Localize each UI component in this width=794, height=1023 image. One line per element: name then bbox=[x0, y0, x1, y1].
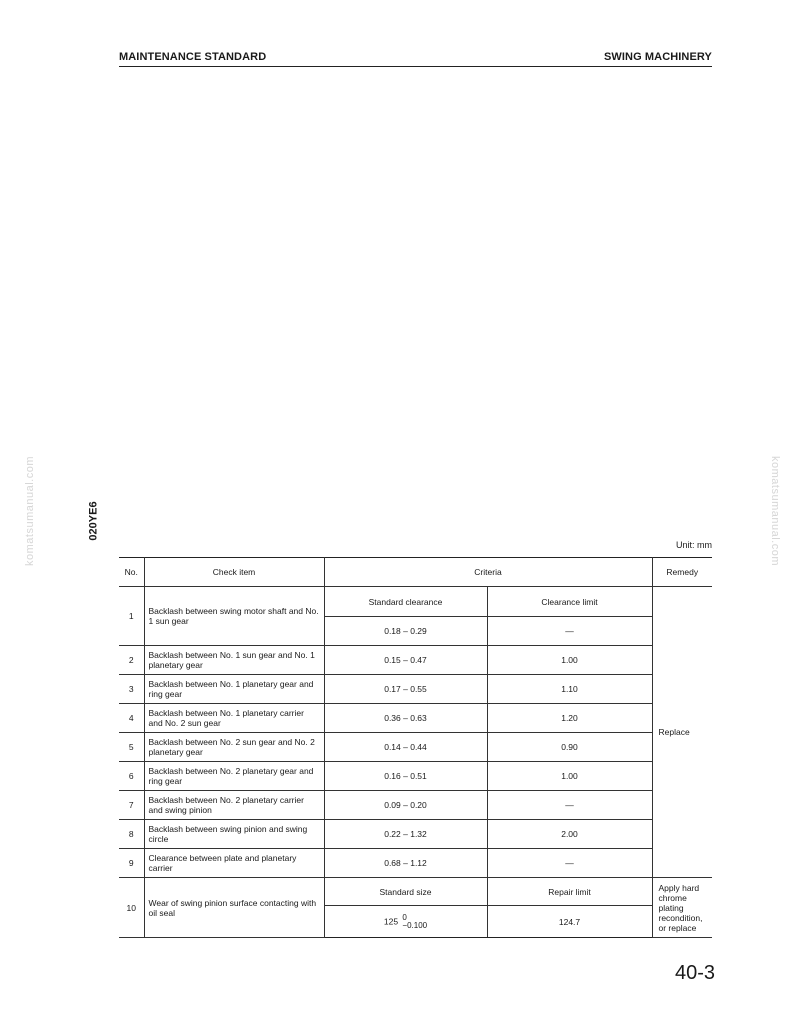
limit-value: — bbox=[487, 617, 652, 646]
table-row bbox=[119, 587, 712, 617]
watermark-left: komatsumanual.com bbox=[24, 456, 36, 566]
standard-value: 0.15 – 0.47 bbox=[324, 646, 487, 675]
tolerance bbox=[402, 914, 427, 930]
standard-value: 0.18 – 0.29 bbox=[324, 617, 487, 646]
table-row bbox=[119, 878, 712, 906]
tolerance-upper: 0 bbox=[402, 912, 407, 922]
row-number: 4 bbox=[119, 704, 144, 733]
side-code: 020YE6 bbox=[87, 501, 100, 541]
table-row bbox=[119, 675, 712, 704]
row-number: 7 bbox=[119, 791, 144, 820]
subheader-clearance-limit: Clearance limit bbox=[487, 587, 652, 617]
page-header bbox=[119, 49, 712, 67]
table-row bbox=[119, 704, 712, 733]
header-check-item: Check item bbox=[144, 558, 324, 587]
limit-value: 1.00 bbox=[487, 646, 652, 675]
unit-label: Unit: mm bbox=[676, 540, 712, 550]
table-row bbox=[119, 820, 712, 849]
header-no: No. bbox=[119, 558, 144, 587]
maintenance-table bbox=[119, 557, 712, 938]
header-criteria: Criteria bbox=[324, 558, 652, 587]
row-number: 1 bbox=[119, 587, 144, 646]
limit-value: — bbox=[487, 791, 652, 820]
row-number: 10 bbox=[119, 878, 144, 938]
tolerance-lower: −0.100 bbox=[402, 920, 428, 930]
check-item: Backlash between swing pinion and swing circle bbox=[144, 820, 324, 849]
check-item: Backlash between No. 2 planetary gear and ring gear bbox=[144, 762, 324, 791]
row-number: 3 bbox=[119, 675, 144, 704]
page-number: 40-3 bbox=[675, 962, 716, 984]
table-row bbox=[119, 762, 712, 791]
standard-value: 0.22 – 1.32 bbox=[324, 820, 487, 849]
remedy-chrome: Apply hard chrome plating recondition, or replace bbox=[652, 878, 712, 938]
standard-value: 0.36 – 0.63 bbox=[324, 704, 487, 733]
check-item: Backlash between No. 1 planetary gear and ring gear bbox=[144, 675, 324, 704]
limit-value: 2.00 bbox=[487, 820, 652, 849]
row-number: 2 bbox=[119, 646, 144, 675]
row-number: 6 bbox=[119, 762, 144, 791]
subheader-repair-limit: Repair limit bbox=[487, 878, 652, 906]
check-item: Backlash between No. 1 sun gear and No. 1 planetary gear bbox=[144, 646, 324, 675]
row-number: 5 bbox=[119, 733, 144, 762]
table-row bbox=[119, 791, 712, 820]
standard-value: 0.14 – 0.44 bbox=[324, 733, 487, 762]
header-remedy: Remedy bbox=[652, 558, 712, 587]
standard-value: 0.68 – 1.12 bbox=[324, 849, 487, 878]
row-number: 8 bbox=[119, 820, 144, 849]
repair-limit-value: 124.7 bbox=[487, 906, 652, 938]
chapter-title: SWING MACHINERY bbox=[603, 51, 712, 63]
subheader-standard-clearance: Standard clearance bbox=[324, 587, 487, 617]
limit-value: 1.00 bbox=[487, 762, 652, 791]
table-row bbox=[119, 733, 712, 762]
check-item: Backlash between swing motor shaft and No. 1 sun gear bbox=[144, 587, 324, 646]
limit-value: 1.10 bbox=[487, 675, 652, 704]
table-header-row bbox=[119, 558, 712, 587]
standard-size-value bbox=[324, 906, 487, 938]
limit-value: — bbox=[487, 849, 652, 878]
standard-value: 0.17 – 0.55 bbox=[324, 675, 487, 704]
remedy-replace: Replace bbox=[652, 587, 712, 878]
standard-value: 0.16 – 0.51 bbox=[324, 762, 487, 791]
section-title: MAINTENANCE STANDARD bbox=[119, 51, 267, 63]
limit-value: 1.20 bbox=[487, 704, 652, 733]
check-item: Backlash between No. 2 planetary carrier and swing pinion bbox=[144, 791, 324, 820]
check-item: Backlash between No. 1 planetary carrier and No. 2 sun gear bbox=[144, 704, 324, 733]
limit-value: 0.90 bbox=[487, 733, 652, 762]
standard-value: 0.09 – 0.20 bbox=[324, 791, 487, 820]
table-row bbox=[119, 646, 712, 675]
row-number: 9 bbox=[119, 849, 144, 878]
nominal-size: 125 bbox=[383, 915, 399, 926]
table-row bbox=[119, 849, 712, 878]
check-item: Clearance between plate and planetary carrier bbox=[144, 849, 324, 878]
watermark-right: komatsumanual.com bbox=[769, 456, 781, 566]
check-item: Wear of swing pinion surface contacting with oil seal bbox=[144, 878, 324, 938]
check-item: Backlash between No. 2 sun gear and No. 2 planetary gear bbox=[144, 733, 324, 762]
subheader-standard-size: Standard size bbox=[324, 878, 487, 906]
